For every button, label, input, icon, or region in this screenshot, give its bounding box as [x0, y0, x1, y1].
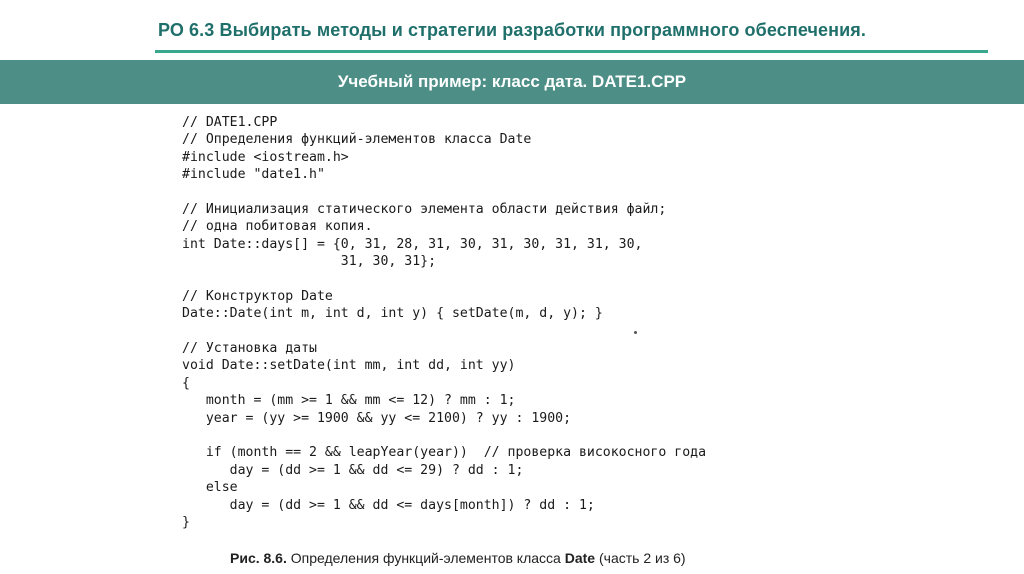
code-line: // Конструктор Date [182, 288, 333, 304]
code-line-blank [182, 323, 842, 340]
code-line: if (month == 2 && leapYear(year)) // проверка високосного года [182, 445, 707, 461]
code-line: #include "date1.h" [182, 167, 325, 183]
code-line: } [182, 514, 190, 530]
code-line: // Определения функций-элементов класса Date [182, 132, 532, 148]
title-underline [155, 50, 988, 53]
code-line-blank [182, 184, 842, 201]
scan-speck [634, 331, 637, 334]
figure-caption [230, 550, 686, 566]
caption-class-name: Date [564, 550, 596, 566]
code-line-blank [182, 271, 842, 288]
banner-title: Учебный пример: класс дата. DATE1.CPP [337, 72, 687, 91]
code-line-blank [182, 427, 842, 444]
slide-title: РО 6.3 Выбирать методы и стратегии разработки программного обеспечения. [157, 20, 866, 40]
code-line: day = (dd >= 1 && dd <= 29) ? dd : 1; [182, 462, 524, 478]
code-line: // одна побитовая копия. [182, 219, 373, 235]
code-listing [182, 114, 842, 544]
code-line: // Установка даты [182, 341, 317, 357]
code-line: // DATE1.CPP [182, 115, 278, 130]
code-line: year = (yy >= 1900 && yy <= 2100) ? yy : 1900; [182, 410, 572, 426]
code-line: int Date::days[] = {0, 31, 28, 31, 30, 31, 30, 31, 31, 30, [182, 236, 643, 252]
caption-text: Определения функций-элементов класса [286, 550, 565, 566]
code-line: month = (mm >= 1 && mm <= 12) ? mm : 1; [182, 393, 516, 409]
code-line: else [182, 480, 238, 496]
caption-part: (часть 2 из 6) [595, 550, 686, 566]
code-line: void Date::setDate(int mm, int dd, int yy) [182, 358, 516, 374]
code-line: 31, 30, 31}; [182, 254, 437, 270]
code-line: #include <iostream.h> [182, 149, 349, 165]
code-line: // Инициализация статического элемента области действия файл; [182, 201, 667, 217]
figure-label: Рис. 8.6. [230, 550, 287, 566]
code-line: day = (dd >= 1 && dd <= days[month]) ? dd : 1; [182, 497, 595, 513]
code-line: { [182, 375, 190, 391]
code-line: Date::Date(int m, int d, int y) { setDate(m, d, y); } [182, 306, 603, 322]
section-banner [0, 60, 1024, 104]
